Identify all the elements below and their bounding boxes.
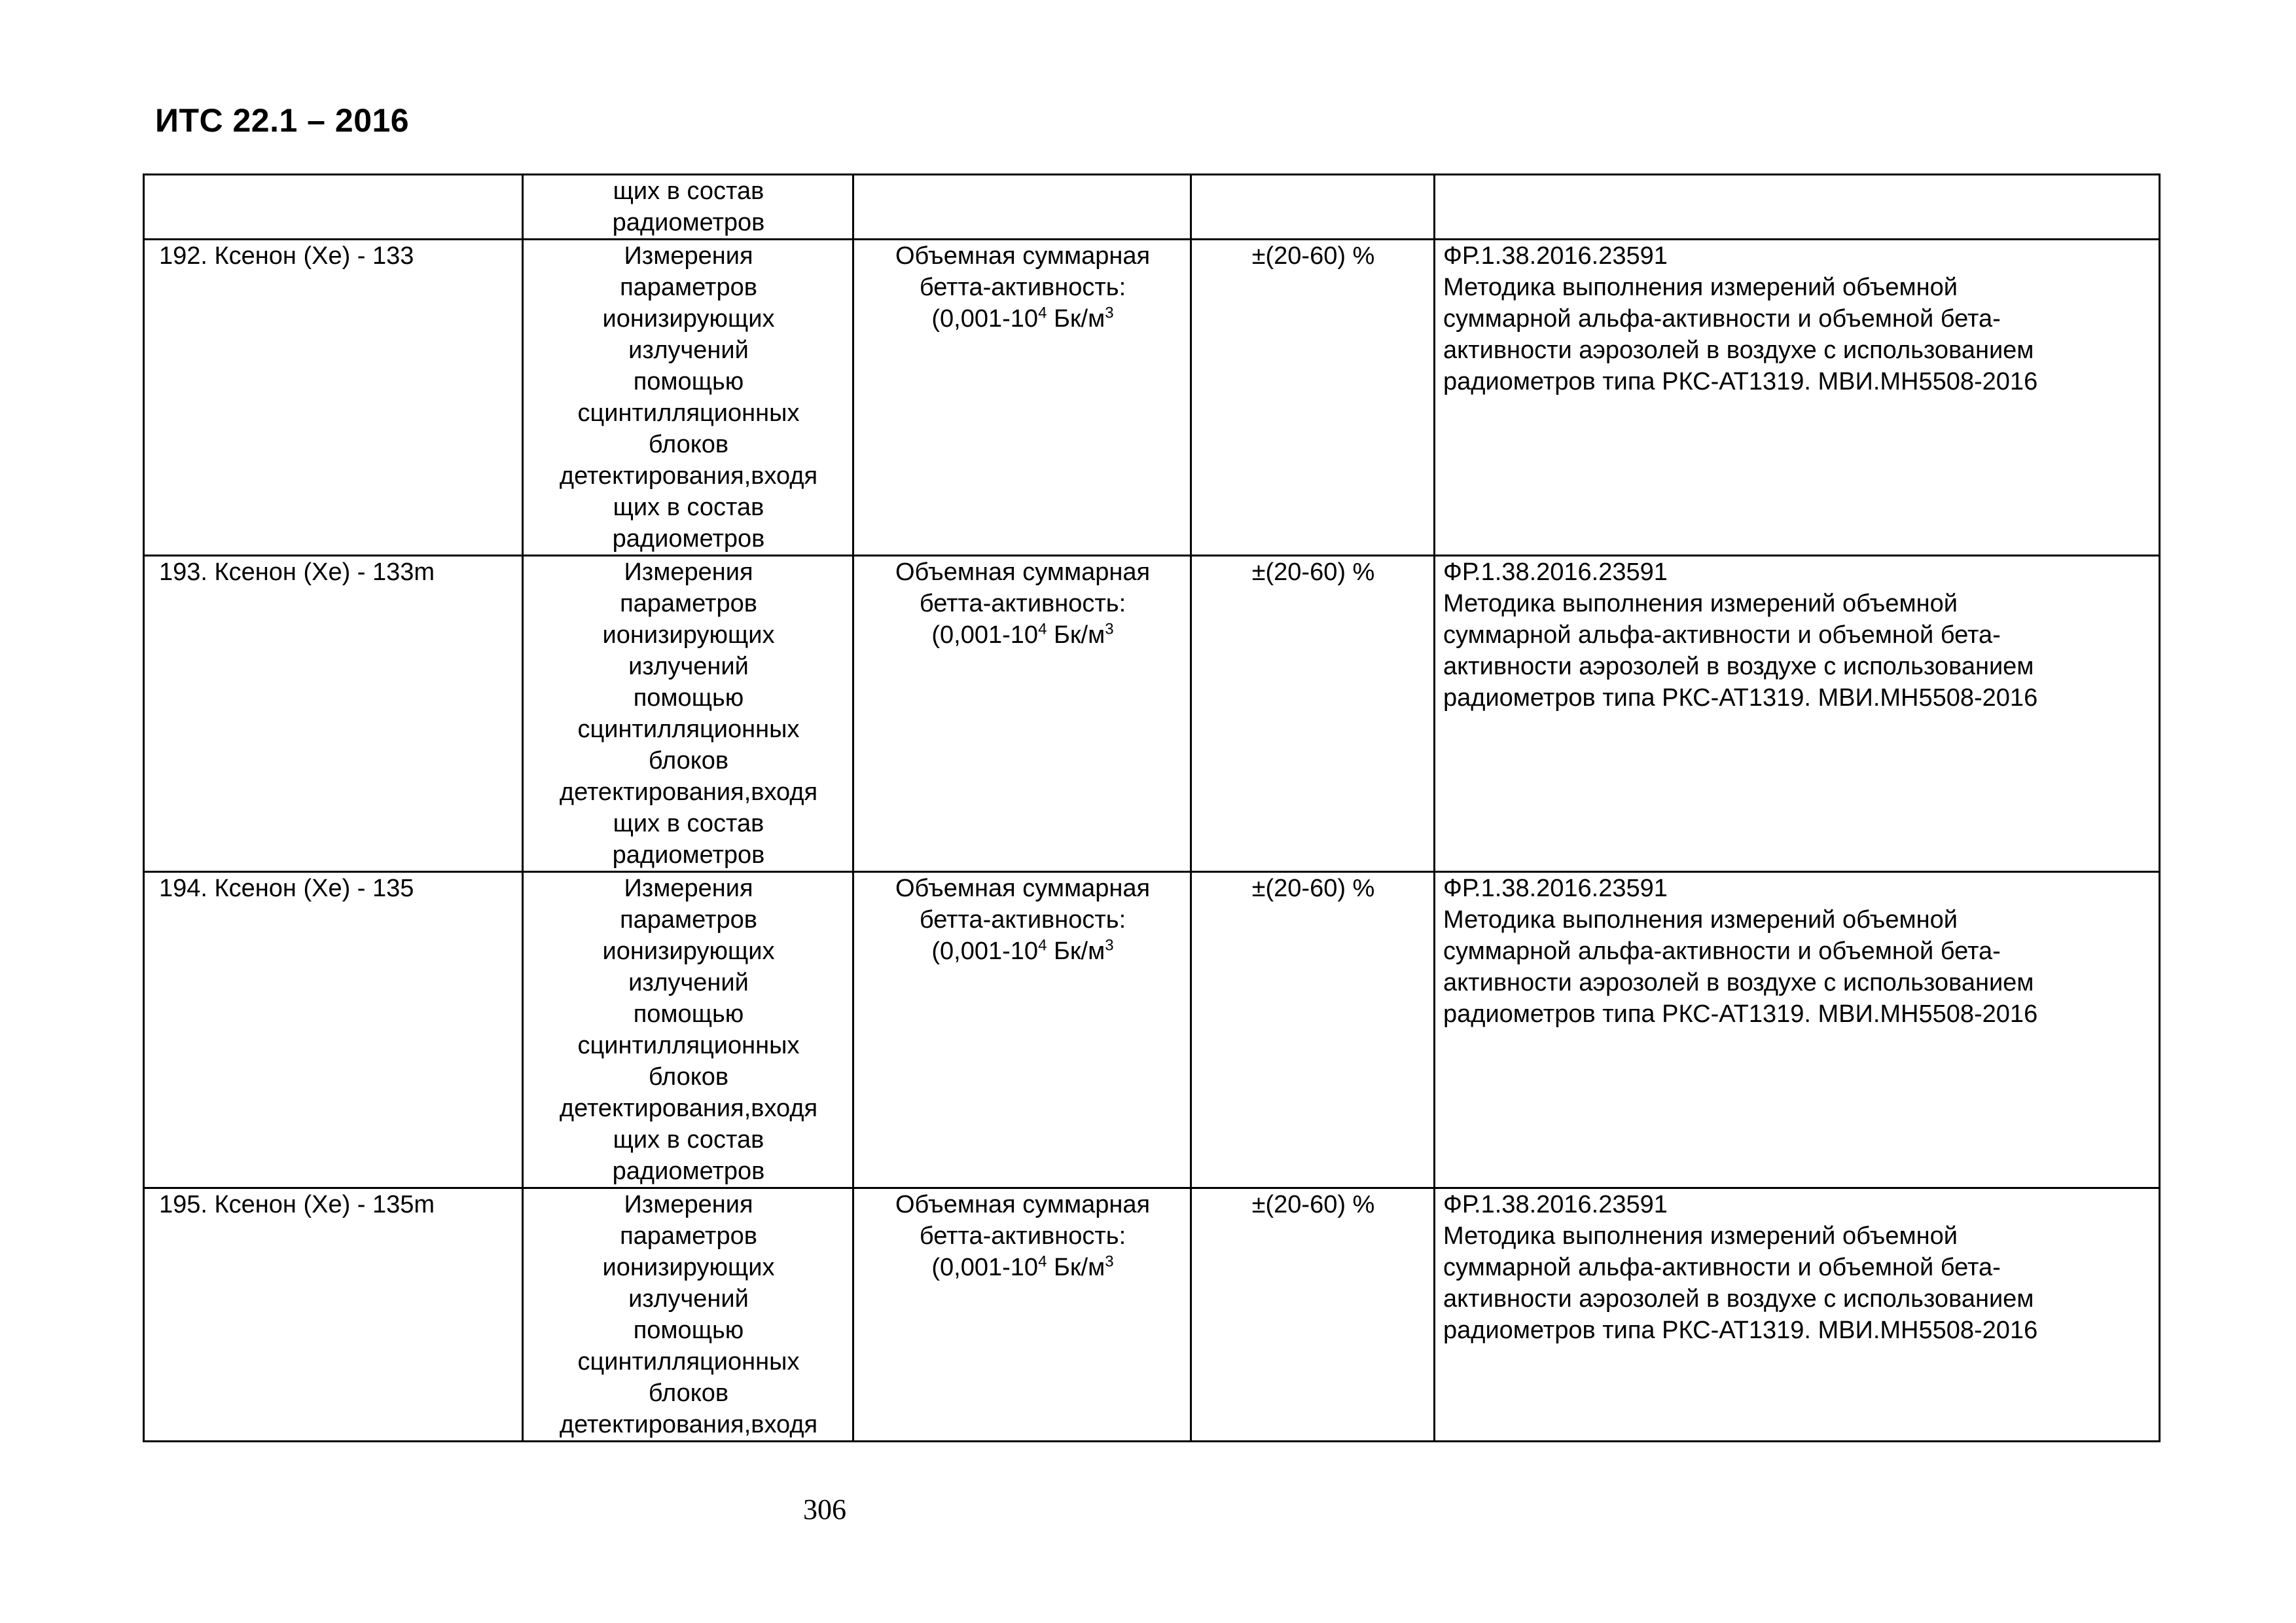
- accuracy-value: ±(20-60) %: [1251, 558, 1375, 586]
- accuracy-cell: [1191, 175, 1435, 240]
- range-exponent: 4: [1038, 304, 1047, 322]
- range-line: бетта-активность:: [919, 274, 1126, 301]
- document-cell: [1435, 240, 2160, 556]
- document-line: ФР.1.38.2016.23591: [1443, 875, 1668, 902]
- method-line: сцинтилляционных: [577, 716, 800, 743]
- range-exponent: 4: [1038, 620, 1047, 638]
- document-line: активности аэрозолей в воздухе с использованием: [1443, 969, 2034, 996]
- method-line: Измерения: [624, 875, 753, 902]
- document-line: активности аэрозолей в воздухе с использованием: [1443, 1285, 2034, 1313]
- method-line: ионизирующих: [602, 305, 775, 333]
- substance-cell: [144, 1188, 523, 1442]
- method-line: блоков: [648, 747, 729, 775]
- range-line: бетта-активность:: [919, 906, 1126, 934]
- method-line: щих в состав: [613, 494, 764, 521]
- method-line: Измерения: [624, 558, 753, 586]
- method-line: параметров: [620, 274, 757, 301]
- method-line: помощью: [633, 684, 744, 712]
- range-value: (0,001-10: [931, 938, 1039, 965]
- range-line: [862, 619, 1183, 651]
- table-row: [144, 1188, 2160, 1442]
- accuracy-cell: [1191, 240, 1435, 556]
- table-row: [144, 175, 2160, 240]
- accuracy-cell: [1191, 872, 1435, 1188]
- range-value: (0,001-10: [931, 305, 1039, 333]
- document-cell: [1435, 872, 2160, 1188]
- method-line: радиометров: [612, 525, 765, 553]
- document-line: Методика выполнения измерений объемной: [1443, 274, 1958, 301]
- table-row: [144, 872, 2160, 1188]
- substance-cell: [144, 872, 523, 1188]
- document-cell: [1435, 175, 2160, 240]
- method-line: излучений: [628, 1285, 749, 1313]
- range-cell: [853, 175, 1191, 240]
- document-header: ИТС 22.1 – 2016: [155, 102, 410, 139]
- method-line: излучений: [628, 337, 749, 364]
- method-line: радиометров: [612, 841, 765, 869]
- document-line: активности аэрозолей в воздухе с использованием: [1443, 653, 2034, 680]
- method-line: ионизирующих: [602, 1254, 775, 1281]
- method-line: радиометров: [612, 209, 765, 236]
- range-exponent: 4: [1038, 936, 1047, 955]
- substance-name: 195. Ксенон (Хе) - 135m: [159, 1191, 435, 1218]
- range-unit-exponent: 3: [1105, 1252, 1114, 1271]
- method-line: детектирования,входя: [559, 462, 818, 490]
- document-line: суммарной альфа-активности и объемной бета-: [1443, 1254, 2001, 1281]
- range-value: (0,001-10: [931, 621, 1039, 649]
- range-cell: [853, 240, 1191, 556]
- range-unit: Бк/м: [1047, 305, 1105, 333]
- method-line: щих в состав: [613, 177, 764, 205]
- range-line: Объемная суммарная: [895, 242, 1151, 270]
- range-unit-exponent: 3: [1105, 304, 1114, 322]
- method-line: Измерения: [624, 1191, 753, 1218]
- accuracy-value: ±(20-60) %: [1251, 1191, 1375, 1218]
- range-cell: [853, 872, 1191, 1188]
- range-line: бетта-активность:: [919, 1222, 1126, 1250]
- document-line: радиометров типа РКС-АТ1319. МВИ.МН5508-2016: [1443, 684, 2038, 712]
- document-cell: [1435, 1188, 2160, 1442]
- document-line: радиометров типа РКС-АТ1319. МВИ.МН5508-2016: [1443, 1000, 2038, 1028]
- range-cell: [853, 1188, 1191, 1442]
- document-line: суммарной альфа-активности и объемной бета-: [1443, 621, 2001, 649]
- method-line: щих в состав: [613, 810, 764, 837]
- method-line: параметров: [620, 906, 757, 934]
- document-line: Методика выполнения измерений объемной: [1443, 590, 1958, 617]
- method-line: блоков: [648, 1063, 729, 1091]
- method-line: излучений: [628, 969, 749, 996]
- method-line: параметров: [620, 1222, 757, 1250]
- accuracy-value: ±(20-60) %: [1251, 875, 1375, 902]
- range-line: Объемная суммарная: [895, 875, 1151, 902]
- method-line: радиометров: [612, 1158, 765, 1185]
- page-number: 306: [803, 1493, 846, 1525]
- table-row: [144, 240, 2160, 556]
- method-line: сцинтилляционных: [577, 1032, 800, 1059]
- document-line: ФР.1.38.2016.23591: [1443, 558, 1668, 586]
- substance-cell: [144, 240, 523, 556]
- document-line: суммарной альфа-активности и объемной бета-: [1443, 938, 2001, 965]
- method-line: помощью: [633, 1317, 744, 1344]
- document-cell: [1435, 556, 2160, 872]
- method-line: блоков: [648, 1379, 729, 1407]
- range-exponent: 4: [1038, 1252, 1047, 1271]
- method-line: ионизирующих: [602, 621, 775, 649]
- method-cell: [523, 175, 853, 240]
- method-line: детектирования,входя: [559, 1411, 818, 1438]
- method-line: сцинтилляционных: [577, 399, 800, 427]
- table-row: [144, 556, 2160, 872]
- range-line: Объемная суммарная: [895, 558, 1151, 586]
- range-value: (0,001-10: [931, 1254, 1039, 1281]
- substance-cell: [144, 556, 523, 872]
- method-line: блоков: [648, 431, 729, 458]
- method-line: сцинтилляционных: [577, 1348, 800, 1376]
- method-line: излучений: [628, 653, 749, 680]
- method-line: детектирования,входя: [559, 778, 818, 806]
- method-line: щих в состав: [613, 1126, 764, 1154]
- method-cell: [523, 1188, 853, 1442]
- range-line: бетта-активность:: [919, 590, 1126, 617]
- document-line: суммарной альфа-активности и объемной бета-: [1443, 305, 2001, 333]
- method-line: помощью: [633, 1000, 744, 1028]
- range-cell: [853, 556, 1191, 872]
- range-unit: Бк/м: [1047, 621, 1105, 649]
- range-line: Объемная суммарная: [895, 1191, 1151, 1218]
- method-line: параметров: [620, 590, 757, 617]
- range-unit-exponent: 3: [1105, 620, 1114, 638]
- method-cell: [523, 872, 853, 1188]
- accuracy-cell: [1191, 1188, 1435, 1442]
- method-line: детектирования,входя: [559, 1095, 818, 1122]
- document-line: радиометров типа РКС-АТ1319. МВИ.МН5508-2016: [1443, 1317, 2038, 1344]
- document-line: ФР.1.38.2016.23591: [1443, 242, 1668, 270]
- method-line: ионизирующих: [602, 938, 775, 965]
- document-line: радиометров типа РКС-АТ1319. МВИ.МН5508-2016: [1443, 368, 2038, 395]
- range-line: [862, 303, 1183, 335]
- methods-table: [143, 173, 2161, 1442]
- range-line: [862, 936, 1183, 967]
- method-cell: [523, 240, 853, 556]
- substance-name: 193. Ксенон (Хе) - 133m: [159, 558, 435, 586]
- substance-cell: [144, 175, 523, 240]
- range-line: [862, 1252, 1183, 1283]
- method-cell: [523, 556, 853, 872]
- accuracy-value: ±(20-60) %: [1251, 242, 1375, 270]
- range-unit-exponent: 3: [1105, 936, 1114, 955]
- substance-name: 192. Ксенон (Хе) - 133: [159, 242, 414, 270]
- document-line: Методика выполнения измерений объемной: [1443, 1222, 1958, 1250]
- method-line: Измерения: [624, 242, 753, 270]
- substance-name: 194. Ксенон (Хе) - 135: [159, 875, 414, 902]
- method-line: помощью: [633, 368, 744, 395]
- accuracy-cell: [1191, 556, 1435, 872]
- document-line: ФР.1.38.2016.23591: [1443, 1191, 1668, 1218]
- range-unit: Бк/м: [1047, 938, 1105, 965]
- document-line: активности аэрозолей в воздухе с использованием: [1443, 337, 2034, 364]
- range-unit: Бк/м: [1047, 1254, 1105, 1281]
- document-line: Методика выполнения измерений объемной: [1443, 906, 1958, 934]
